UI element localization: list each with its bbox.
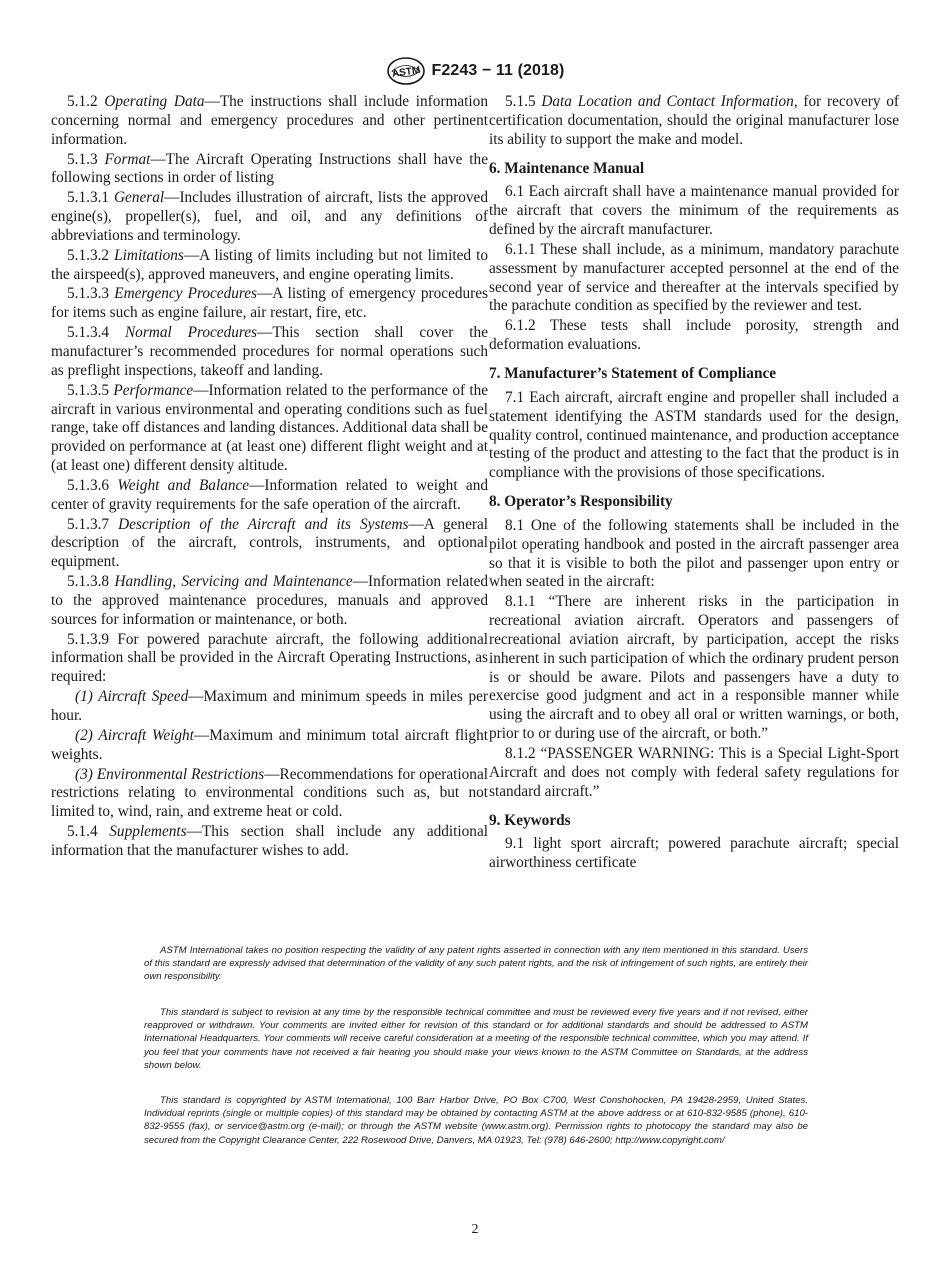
section-heading-operators-responsibility: 8. Operator’s Responsibility <box>489 493 673 511</box>
section-heading-keywords: 9. Keywords <box>489 811 571 829</box>
revision-notice <box>144 1006 808 1072</box>
astm-logo-icon <box>386 56 426 86</box>
list-item-environmental-restrictions: (3) Environmental Restrictions—Recommendations for operational restrictions relating to environmental conditions such as, but not limited to, wind, rain, and extreme heat or cold. <box>51 765 488 821</box>
copyright-notice-text: This standard is copyrighted by ASTM International, 100 Barr Harbor Drive, PO Box C700, West Conshohocken, PA 19428-2959, United States. Individual reprints (single or multiple copies) of this standard may be obtained by contacting ASTM at the above address or at 610-832-9585 (phone), 610-832-9555 (fax), or service@astm.org (e-mail); or through the ASTM website (www.astm.org). Permission rights to photocopy the standard may also be secured from the Copyright Clearance Center, 222 Rosewood Drive, Danvers, MA 01923, Tel: (978) 646-2600; http://www.copyright.com/ <box>144 1095 808 1146</box>
para-5-1-3-4: 5.1.3.4 Normal Procedures—This section shall cover the manufacturer’s recommended procedures for normal operations such as preflight inspections, takeoff and landing. <box>51 324 488 379</box>
para-9-1: 9.1 light sport aircraft; powered parachute aircraft; special airworthiness certificate <box>489 835 899 872</box>
para-5-1-3-2: 5.1.3.2 Limitations—A listing of limits including but not limited to the airspeed(s), approved maneuvers, and engine operating limits. <box>51 246 489 283</box>
para-8-1-2: 8.1.2 “PASSENGER WARNING: This is a Special Light-Sport Aircraft and does not comply with federal safety regulations for standard aircraft.” <box>489 745 899 800</box>
revision-notice-text: This standard is subject to revision at any time by the responsible technical committee and must be reviewed every five years and if not revised, either reapproved or withdrawn. Your comments are invited either for revision of this standard or for additional standards and should be addressed to ASTM International Headquarters. Your comments will receive careful consideration at a meeting of the responsible technical committee, which you may attend. If you feel that your comments have not received a fair hearing you should make your views known to the ASTM Committee on Standards, at the address shown below. <box>144 1007 808 1071</box>
para-5-1-4: 5.1.4 Supplements—This section shall include any additional information that the manufacturer wishes to add. <box>51 823 488 859</box>
para-5-1-3-7: 5.1.3.7 Description of the Aircraft and its Systems—A general description of the aircraft, controls, instruments, and optional equipment. <box>51 515 488 571</box>
para-5-1-3-5: 5.1.3.5 Performance—Information related to the performance of the aircraft in various environmental and operating conditions such as fuel range, take off distances and landing distances. Additional data shall be provided on performance at (at least one) different flight weight and at (at least one) different density altitude. <box>51 381 489 475</box>
section-heading-statement-of-compliance: 7. Manufacturer’s Statement of Compliance <box>489 364 777 382</box>
list-item-aircraft-speed: (1) Aircraft Speed—Maximum and minimum speeds in miles per hour. <box>51 688 488 724</box>
para-5-1-2: 5.1.2 Operating Data—The instructions shall include information concerning normal and emergency procedures and other pertinent information. <box>51 93 488 148</box>
para-8-1-1: 8.1.1 “There are inherent risks in the participation in recreational aviation aircraft. Operators and passengers of recreational aviation aircraft, by participation, accept the risks inherent in such participation of which the ordinary prudent person is or should be aware. Pilots and passengers have a duty to exercise good judgment and act in a responsible manner while using the aircraft and to obey all oral or written warnings, or both, prior to or during use of the aircraft, or both.” <box>489 593 899 743</box>
para-5-1-3-6: 5.1.3.6 Weight and Balance—Information related to weight and center of gravity requirements for the safe operation of the aircraft. <box>51 476 488 513</box>
para-5-1-5: 5.1.5 Data Location and Contact Information, for recovery of certification documentation, should the original manufacturer lose its ability to support the make and model. <box>489 93 899 148</box>
para-5-1-3-8: 5.1.3.8 Handling, Servicing and Maintenance—Information related to the approved maintenance procedures, manuals and approved sources for information or maintenance, or both. <box>51 573 489 628</box>
para-6-1-2: 6.1.2 These tests shall include porosity, strength and deformation evaluations. <box>489 317 899 354</box>
list-item-aircraft-weight: (2) Aircraft Weight—Maximum and minimum total aircraft flight weights. <box>51 726 488 763</box>
para-8-1: 8.1 One of the following statements shall be included in the pilot operating handbook and posted in the aircraft passenger area so that it is visible to both the pilot and passenger upon entry or when seated in the aircraft: <box>489 516 899 591</box>
para-5-1-3-3: 5.1.3.3 Emergency Procedures—A listing of emergency procedures for items such as engine failure, air restart, fire, etc. <box>51 285 489 322</box>
patent-notice-text: ASTM International takes no position respecting the validity of any patent rights asserted in connection with any item mentioned in this standard. Users of this standard are expressly advised that determination of the validity of any such patent rights, and the risk of infringement of such rights, are entirely their own responsibility. <box>144 945 808 983</box>
para-6-1: 6.1 Each aircraft shall have a maintenance manual provided for the aircraft that covers the minimum of the requirements as defined by the aircraft manufacturer. <box>489 183 899 239</box>
section-heading-maintenance-manual: 6. Maintenance Manual <box>489 159 645 177</box>
left-column <box>51 93 488 862</box>
right-column <box>489 93 899 874</box>
logo-text: ASTM <box>390 65 421 80</box>
para-5-1-3-1: 5.1.3.1 General—Includes illustration of aircraft, lists the approved engine(s), propeller(s), fuel, and oil, and any definitions of abbreviations and terminology. <box>51 189 488 244</box>
para-6-1-1: 6.1.1 These shall include, as a minimum, mandatory parachute assessment by manufacturer accepted personnel at the end of the second year of service and thereafter at the intervals specified by the parachute condition as specified by the reviewer and test. <box>489 240 899 315</box>
page-number: 2 <box>471 1222 479 1237</box>
standard-designation: F2243 − 11 (2018) <box>431 62 565 79</box>
para-7-1: 7.1 Each aircraft, aircraft engine and propeller shall included a statement identifying the ASTM standards used for the design, quality control, continued maintenance, and production acceptance testing of the product and attesting to the fact that the product is in compliance with the provisions of those specifications. <box>489 388 899 482</box>
copyright-notice <box>144 1094 808 1147</box>
para-5-1-3-9: 5.1.3.9 For powered parachute aircraft, the following additional information shall be provided in the Aircraft Operating Instructions, as required: <box>51 630 488 686</box>
patent-notice <box>144 944 808 984</box>
page-header <box>0 56 950 91</box>
para-5-1-3: 5.1.3 Format—The Aircraft Operating Instructions shall have the following sections in order of listing <box>51 150 488 187</box>
